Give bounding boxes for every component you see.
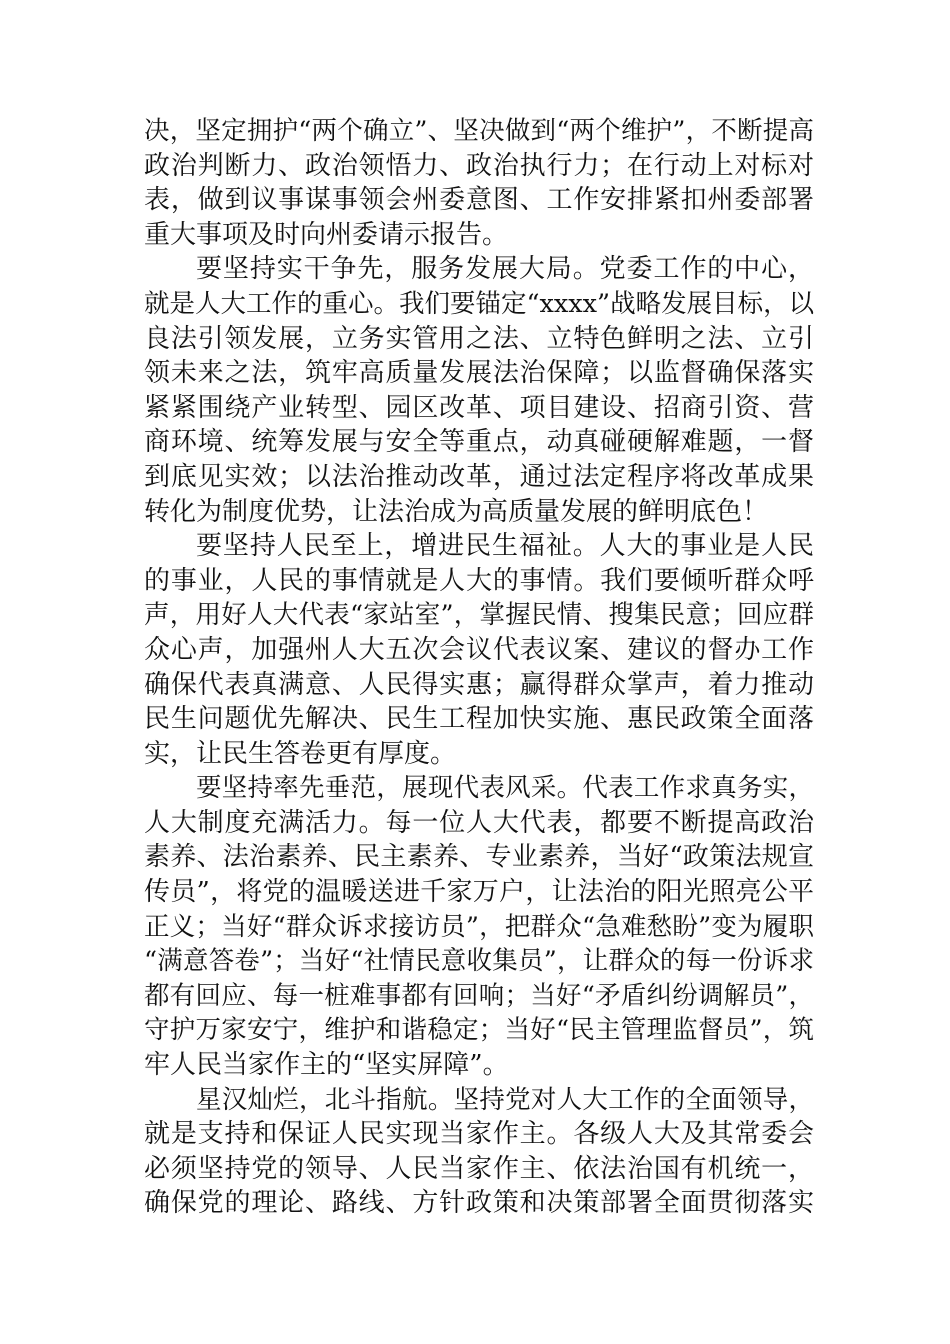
text-line: 众心声，加强州人大五次会议代表议案、建议的督办工作	[144, 634, 814, 665]
text-line: 素养、法治素养、民主素养、专业素养，当好“政策法规宣	[144, 842, 814, 873]
text-line: 商环境、统筹发展与安全等重点，动真碰硬解难题，一督	[144, 427, 814, 458]
text-line: 人大制度充满活力。每一位人大代表，都要不断提高政治	[144, 807, 814, 838]
text-line: 确保代表真满意、人民得实惠；赢得群众掌声，着力推动	[144, 669, 814, 700]
text-line: 决，坚定拥护“两个确立”、坚决做到“两个维护”，不断提高	[144, 116, 814, 146]
text-line: 紧紧围绕产业转型、园区改革、项目建设、招商引资、营	[144, 392, 814, 423]
text-line: 就是支持和保证人民实现当家作主。各级人大及其常委会	[144, 1119, 814, 1150]
text-line: 的事业，人民的事情就是人大的事情。我们要倾听群众呼	[144, 565, 814, 596]
text-line: “满意答卷”；当好“社情民意收集员”，让群众的每一份诉求	[144, 946, 814, 977]
text-line: 就是人大工作的重心。我们要锚定“xxxx”战略发展目标，以	[144, 288, 815, 319]
text-line: 重大事项及时向州委请示报告。	[144, 219, 509, 250]
document-body	[144, 114, 814, 1221]
text-line: 确保党的理论、路线、方针政策和决策部署全面贯彻落实	[144, 1188, 814, 1219]
paragraph-first-line: 要坚持率先垂范，展现代表风采。代表工作求真务实，	[196, 773, 814, 804]
text-line: 到底见实效；以法治推动改革，通过法定程序将改革成果	[144, 461, 814, 492]
text-line: 民生问题优先解决、民生工程加快实施、惠民政策全面落	[144, 704, 814, 735]
text-line: 必须坚持党的领导、人民当家作主、依法治国有机统一，	[144, 1153, 814, 1184]
text-line: 实，让民生答卷更有厚度。	[144, 738, 457, 769]
text-line: 都有回应、每一桩难事都有回响；当好“矛盾纠纷调解员”，	[144, 980, 814, 1011]
text-line: 声，用好人大代表“家站室”，掌握民情、搜集民意；回应群	[144, 600, 814, 631]
text-line: 转化为制度优势，让法治成为高质量发展的鲜明底色！	[144, 496, 769, 527]
paragraph-first-line: 要坚持实干争先，服务发展大局。党委工作的中心，	[196, 254, 814, 285]
text-line: 良法引领发展，立务实管用之法、立特色鲜明之法、立引	[144, 323, 814, 354]
text-line: 表，做到议事谋事领会州委意图、工作安排紧扣州委部署	[144, 185, 814, 216]
text-line: 守护万家安宁，维护和谐稳定；当好“民主管理监督员”，筑	[144, 1015, 814, 1046]
text-line: 政治判断力、政治领悟力、政治执行力；在行动上对标对	[144, 150, 814, 181]
text-line: 传员”，将党的温暖送进千家万户，让法治的阳光照亮公平	[144, 877, 814, 908]
paragraph-first-line: 要坚持人民至上，增进民生福祉。人大的事业是人民	[196, 531, 814, 562]
paragraph-first-line: 星汉灿烂，北斗指航。坚持党对人大工作的全面领导，	[196, 1084, 814, 1115]
text-line: 牢人民当家作主的“坚实屏障”。	[144, 1050, 509, 1081]
text-line: 正义；当好“群众诉求接访员”，把群众“急难愁盼”变为履职	[144, 911, 814, 942]
text-line: 领未来之法，筑牢高质量发展法治保障；以监督确保落实	[144, 358, 814, 389]
